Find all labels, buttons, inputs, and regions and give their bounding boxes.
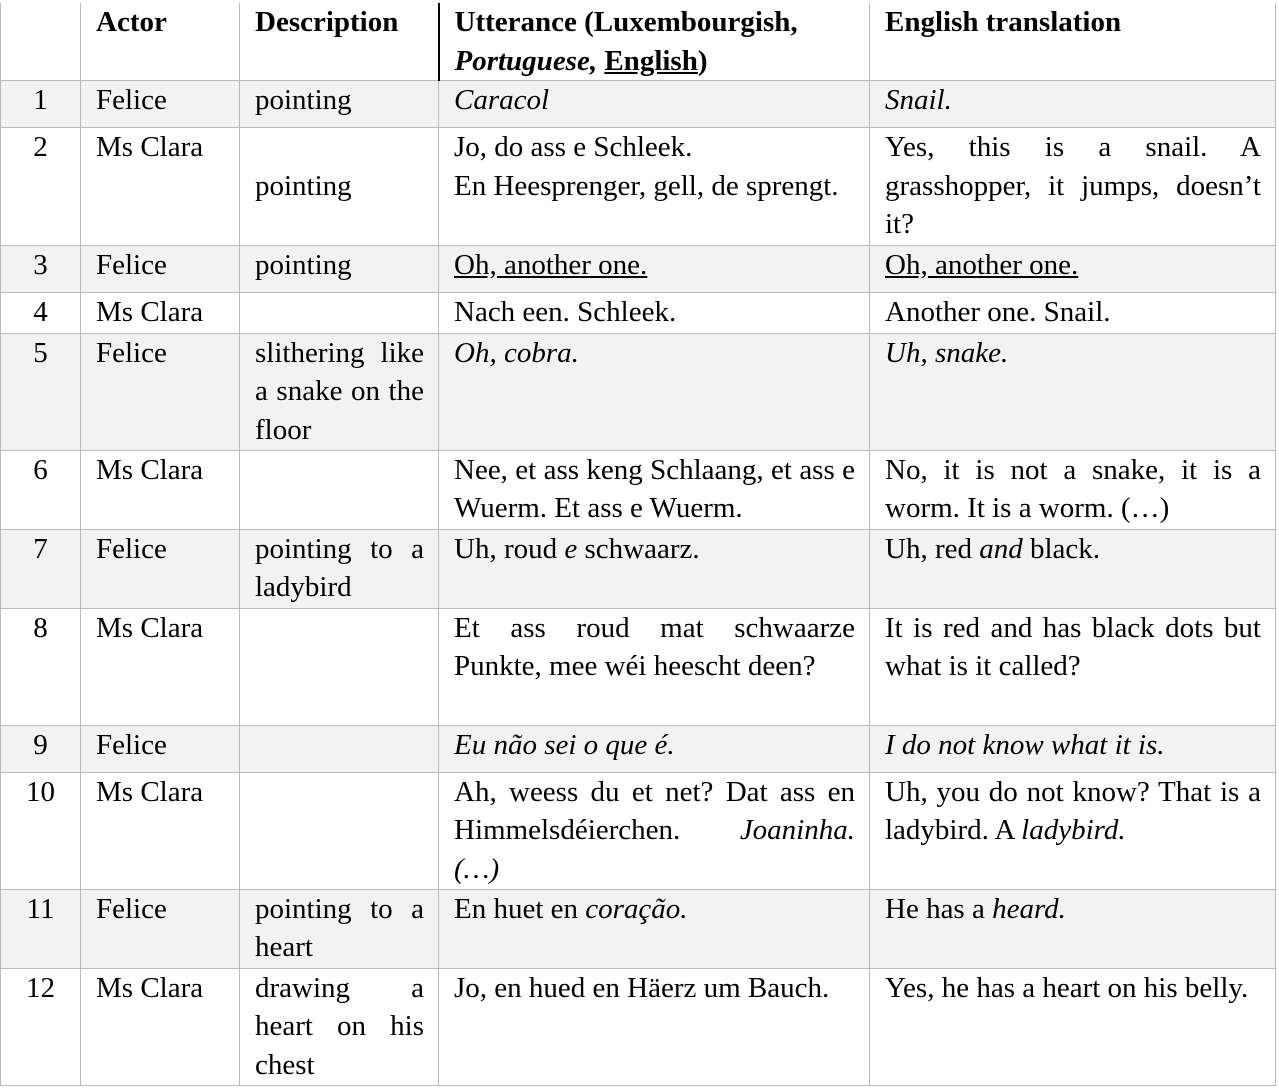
header-utterance-langs-1: (Luxembourgish, (576, 6, 805, 38)
row-number: 12 (1, 968, 81, 1085)
translation-segment: Another one. Snail. (885, 295, 1111, 328)
header-utterance-langs-5: ) (697, 44, 708, 77)
table-row (1, 772, 1276, 889)
row-utterance (439, 128, 870, 246)
row-utterance (439, 725, 870, 772)
row-actor: Ms Clara (81, 772, 240, 889)
row-actor: Felice (81, 529, 240, 608)
row-utterance (439, 450, 870, 529)
row-description (240, 450, 439, 529)
header-utterance-langs-4: English (604, 44, 698, 77)
utterance-segment: Joaninha. (…) (454, 814, 863, 885)
row-actor: Ms Clara (81, 450, 240, 529)
table-row (1, 725, 1276, 772)
row-number: 4 (1, 292, 81, 333)
row-number: 1 (1, 81, 81, 128)
utterance-segment: Eu não sei o que é. (454, 728, 675, 761)
translation-segment: Yes, he has a heart on his belly. (885, 971, 1249, 1004)
header-row (1, 3, 1276, 81)
row-description: pointing (240, 128, 439, 246)
row-number: 2 (1, 128, 81, 246)
row-number: 10 (1, 772, 81, 889)
table-row (1, 968, 1276, 1085)
utterance-segment: Nach een. Schleek. (454, 295, 677, 328)
row-actor: Felice (81, 81, 240, 128)
table-row (1, 128, 1276, 246)
row-description: pointing to a heart (240, 889, 439, 968)
row-translation (870, 450, 1276, 529)
row-description: pointing to a ladybird (240, 529, 439, 608)
table-row (1, 608, 1276, 725)
row-actor: Felice (81, 333, 240, 450)
row-translation (870, 529, 1276, 608)
row-description (240, 772, 439, 889)
row-translation (870, 128, 1276, 246)
row-utterance (439, 292, 870, 333)
table-row (1, 529, 1276, 608)
utterance-segment: Et ass roud mat schwaarze Punkte, mee wéi heescht deen? (454, 611, 863, 683)
utterance-segment: Nee, et ass keng Schlaang, et ass e Wuerm. Et ass e Wuerm. (454, 453, 862, 525)
translation-segment: It is red and has black dots but what is it called? (885, 611, 1269, 683)
header-utterance-langs-2: Portuguese, (454, 44, 598, 77)
translation-segment: black. (1022, 532, 1101, 565)
header-actor: Actor (81, 3, 240, 81)
table-row (1, 889, 1276, 968)
row-description: pointing (240, 81, 439, 128)
row-translation (870, 968, 1276, 1085)
utterance-segment: Oh, cobra. (454, 336, 579, 369)
translation-segment: Uh, you do not know? That is a ladybird. A (885, 775, 1269, 847)
header-utterance-label: Utterance (454, 6, 577, 38)
row-translation (870, 608, 1276, 725)
utterance-segment: En huet en (454, 892, 586, 925)
header-translation: English translation (870, 3, 1276, 81)
utterance-segment: Jo, en hued en Häerz um Bauch. (454, 971, 830, 1004)
utterance-segment: schwaarz. (577, 532, 700, 565)
row-actor: Ms Clara (81, 292, 240, 333)
translation-segment: Yes, this is a snail. A grasshopper, it jumps, doesn’t it? (885, 131, 1269, 241)
translation-segment: Snail. (885, 84, 952, 117)
translation-segment: Uh, red (885, 532, 980, 565)
row-utterance (439, 81, 870, 128)
table-header (1, 3, 1276, 81)
utterance-segment: Oh, another one. (454, 248, 648, 281)
row-translation (870, 245, 1276, 292)
translation-segment: and (979, 532, 1023, 565)
translation-segment: ladybird. (1021, 814, 1126, 847)
row-utterance (439, 889, 870, 968)
row-actor: Felice (81, 725, 240, 772)
row-number: 8 (1, 608, 81, 725)
row-utterance (439, 245, 870, 292)
row-actor: Ms Clara (81, 128, 240, 246)
row-translation (870, 889, 1276, 968)
row-description (240, 292, 439, 333)
header-utterance (439, 3, 870, 81)
row-utterance (439, 529, 870, 608)
row-actor: Ms Clara (81, 968, 240, 1085)
translation-segment: No, it is not a snake, it is a worm. It is a worm. (…) (885, 453, 1269, 525)
row-translation (870, 81, 1276, 128)
row-utterance (439, 333, 870, 450)
row-translation (870, 292, 1276, 333)
table-body (1, 81, 1276, 1086)
translation-segment: Oh, another one. (885, 248, 1079, 281)
table-row (1, 450, 1276, 529)
translation-segment: heard. (992, 892, 1066, 925)
row-number: 6 (1, 450, 81, 529)
row-number: 7 (1, 529, 81, 608)
translation-segment: He has a (885, 892, 993, 925)
translation-segment: Uh, snake. (885, 336, 1009, 369)
row-actor: Felice (81, 889, 240, 968)
utterance-segment: Jo, do ass e Schleek. (454, 131, 693, 164)
row-utterance (439, 772, 870, 889)
row-number: 5 (1, 333, 81, 450)
utterance-segment: e (564, 532, 578, 565)
row-description (240, 725, 439, 772)
utterance-segment: Ah, weess du et net? Dat ass en Himmelsdéierchen. (454, 775, 863, 847)
row-utterance (439, 608, 870, 725)
utterance-segment: coração. (585, 892, 688, 925)
row-number: 11 (1, 889, 81, 968)
utterance-segment: Uh, roud (454, 532, 565, 565)
row-number: 9 (1, 725, 81, 772)
row-translation (870, 725, 1276, 772)
header-number (1, 3, 81, 81)
transcript-table (0, 3, 1276, 1086)
row-description (240, 608, 439, 725)
row-utterance (439, 968, 870, 1085)
table-row (1, 245, 1276, 292)
table-row (1, 81, 1276, 128)
row-translation (870, 333, 1276, 450)
row-translation (870, 772, 1276, 889)
row-number: 3 (1, 245, 81, 292)
row-description: pointing (240, 245, 439, 292)
utterance-segment: En Heesprenger, gell, de sprengt. (454, 169, 839, 202)
row-description: slithering like a snake on the floor (240, 333, 439, 450)
row-description: drawing a heart on his chest (240, 968, 439, 1085)
translation-segment: I do not know what it is. (885, 728, 1165, 761)
header-description: Description (240, 3, 439, 81)
table-row (1, 292, 1276, 333)
row-actor: Felice (81, 245, 240, 292)
table-row (1, 333, 1276, 450)
row-actor: Ms Clara (81, 608, 240, 725)
utterance-segment: Caracol (454, 84, 550, 117)
